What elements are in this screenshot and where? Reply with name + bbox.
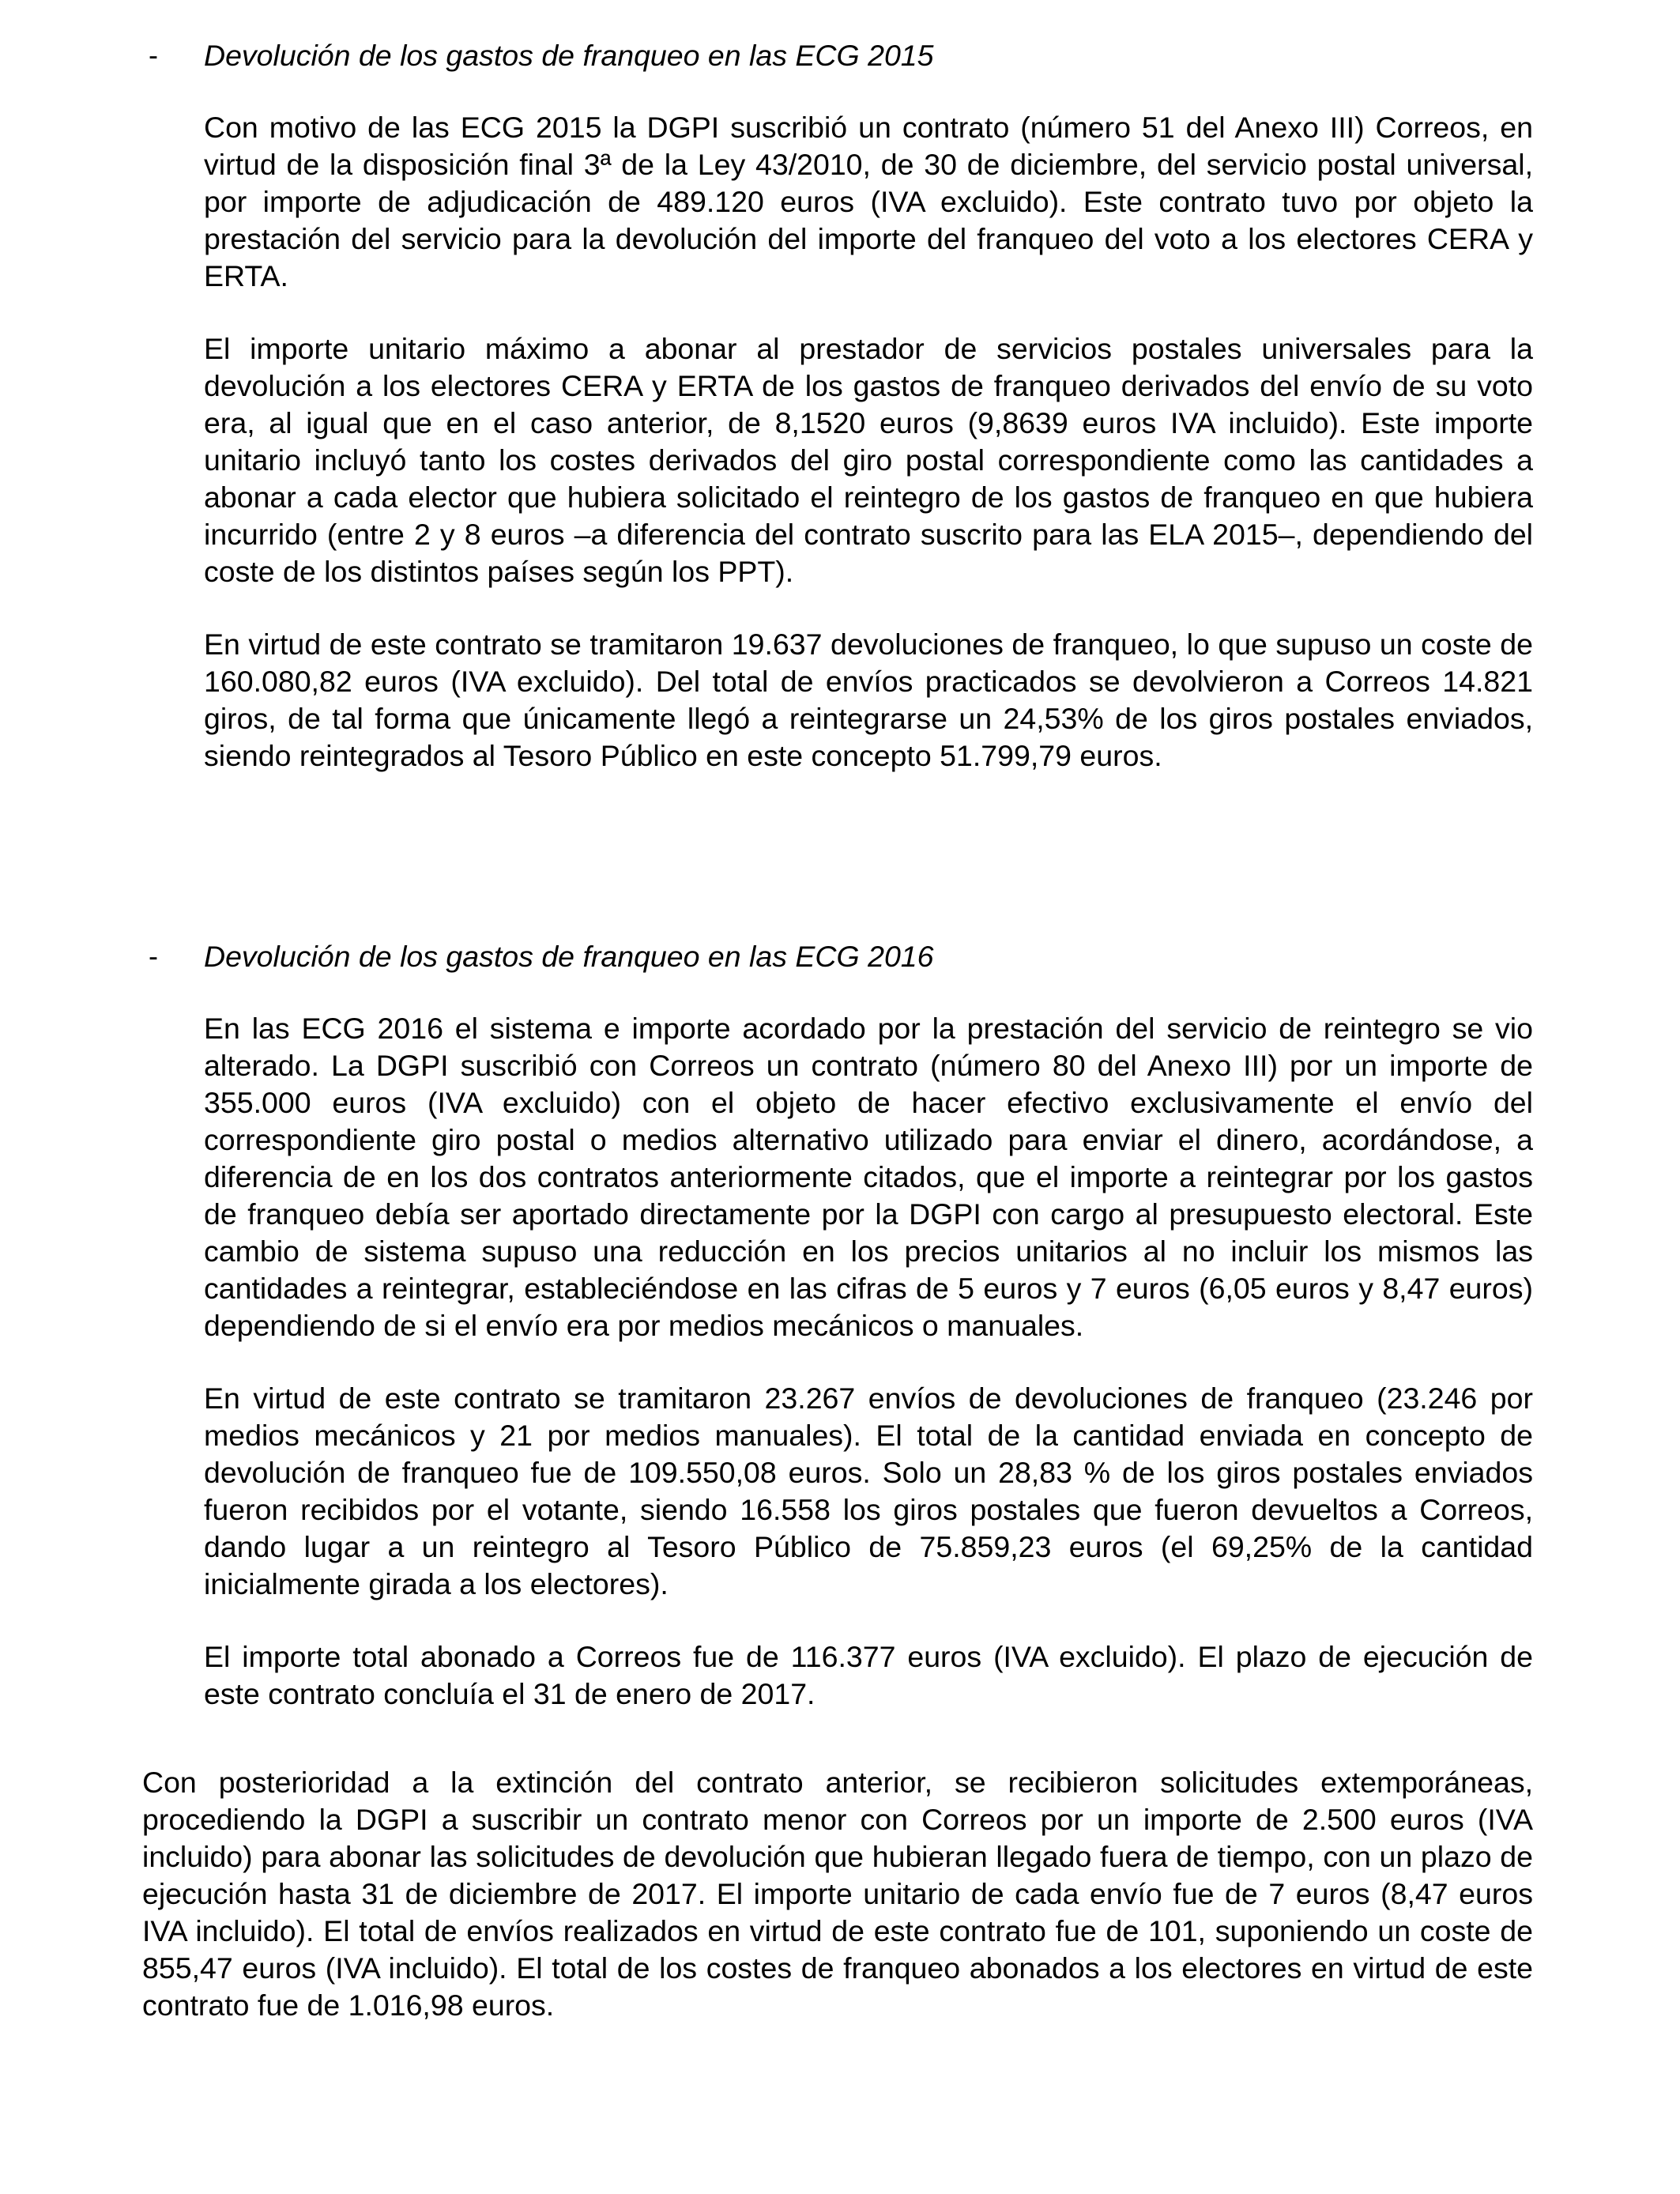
paragraph: En virtud de este contrato se tramitaron 23.267 envíos de devoluciones de franqueo (23.246 por medios mecánicos y 21 por medios manuales). El total de la cantidad enviada en concepto de devolución de franqueo fue de 109.550,08 euros. Solo un 28,83 % de los giros postales enviados fueron recibidos por el votante, siendo 16.558 los giros postales que fueron devueltos a Correos, dando lugar a un reintegro al Tesoro Público de 75.859,23 euros (el 69,25% de la cantidad inicialmente girada a los electores). <box>204 1382 1533 1600</box>
section-title: Devolución de los gastos de franqueo en las ECG 2016 <box>204 940 934 973</box>
paragraph: En virtud de este contrato se tramitaron 19.637 devoluciones de franqueo, lo que supuso un coste de 160.080,82 euros (IVA excluido). Del total de envíos practicados se devolvieron a Correos 14.821 giros, de tal forma que únicamente llegó a reintegrarse un 24,53% de los giros postales enviados, siendo reintegrados al Tesoro Público en este concepto 51.799,79 euros. <box>204 628 1533 772</box>
closing-paragraph: Con posterioridad a la extinción del contrato anterior, se recibieron solicitudes extemporáneas, procediendo la DGPI a suscribir un contrato menor con Correos por un importe de 2.500 euros (IVA incluido) para abonar las solicitudes de devolución que hubieran llegado fuera de tiempo, con un plazo de ejecución hasta 31 de diciembre de 2017. El importe unitario de cada envío fue de 7 euros (8,47 euros IVA incluido). El total de envíos realizados en virtud de este contrato fue de 101, suponiendo un coste de 855,47 euros (IVA incluido). El total de los costes de franqueo abonados a los electores en virtud de este contrato fue de 1.016,98 euros. <box>142 1766 1533 2022</box>
section-heading <box>142 36 1533 76</box>
paragraph: En las ECG 2016 el sistema e importe acordado por la prestación del servicio de reintegro se vio alterado. La DGPI suscribió con Correos un contrato (número 80 del Anexo III) por un importe de 355.000 euros (IVA excluido) con el objeto de hacer efectivo exclusivamente el envío del correspondiente giro postal o medios alternativo utilizado para enviar el dinero, acordándose, a diferencia de en los dos contratos anteriormente citados, que el importe a reintegrar por los gastos de franqueo debía ser aportado directamente por la DGPI con cargo al presupuesto electoral. Este cambio de sistema supuso una reducción en los precios unitarios al no incluir los mismos las cantidades a reintegrar, estableciéndose en las cifras de 5 euros y 7 euros (6,05 euros y 8,47 euros) dependiendo de si el envío era por medios mecánicos o manuales. <box>204 1012 1533 1342</box>
bullet-dash: - <box>149 39 158 71</box>
section-ecg-2016 <box>142 937 1533 1713</box>
section-title: Devolución de los gastos de franqueo en las ECG 2015 <box>204 39 934 72</box>
paragraph: Con motivo de las ECG 2015 la DGPI suscribió un contrato (número 51 del Anexo III) Correos, en virtud de la disposición final 3ª de la Ley 43/2010, de 30 de diciembre, del servicio postal universal, por importe de adjudicación de 489.120 euros (IVA excluido). Este contrato tuvo por objeto la prestación del servicio para la devolución del importe del franqueo del voto a los electores CERA y ERTA. <box>204 111 1533 292</box>
bullet-dash: - <box>149 940 158 972</box>
section-ecg-2015 <box>142 36 1533 775</box>
paragraph: El importe unitario máximo a abonar al prestador de servicios postales universales para la devolución a los electores CERA y ERTA de los gastos de franqueo derivados del envío de su voto era, al igual que en el caso anterior, de 8,1520 euros (9,8639 euros IVA incluido). Este importe unitario incluyó tanto los costes derivados del giro postal correspondiente como las cantidades a abonar a cada elector que hubiera solicitado el reintegro de los gastos de franqueo en que hubiera incurrido (entre 2 y 8 euros –a diferencia del contrato suscrito para las ELA 2015–, dependiendo del coste de los distintos países según los PPT). <box>204 332 1533 588</box>
paragraph: El importe total abonado a Correos fue de 116.377 euros (IVA excluido). El plazo de ejecución de este contrato concluía el 31 de enero de 2017. <box>204 1640 1533 1710</box>
closing-section <box>142 1764 1533 2024</box>
section-heading <box>142 937 1533 977</box>
